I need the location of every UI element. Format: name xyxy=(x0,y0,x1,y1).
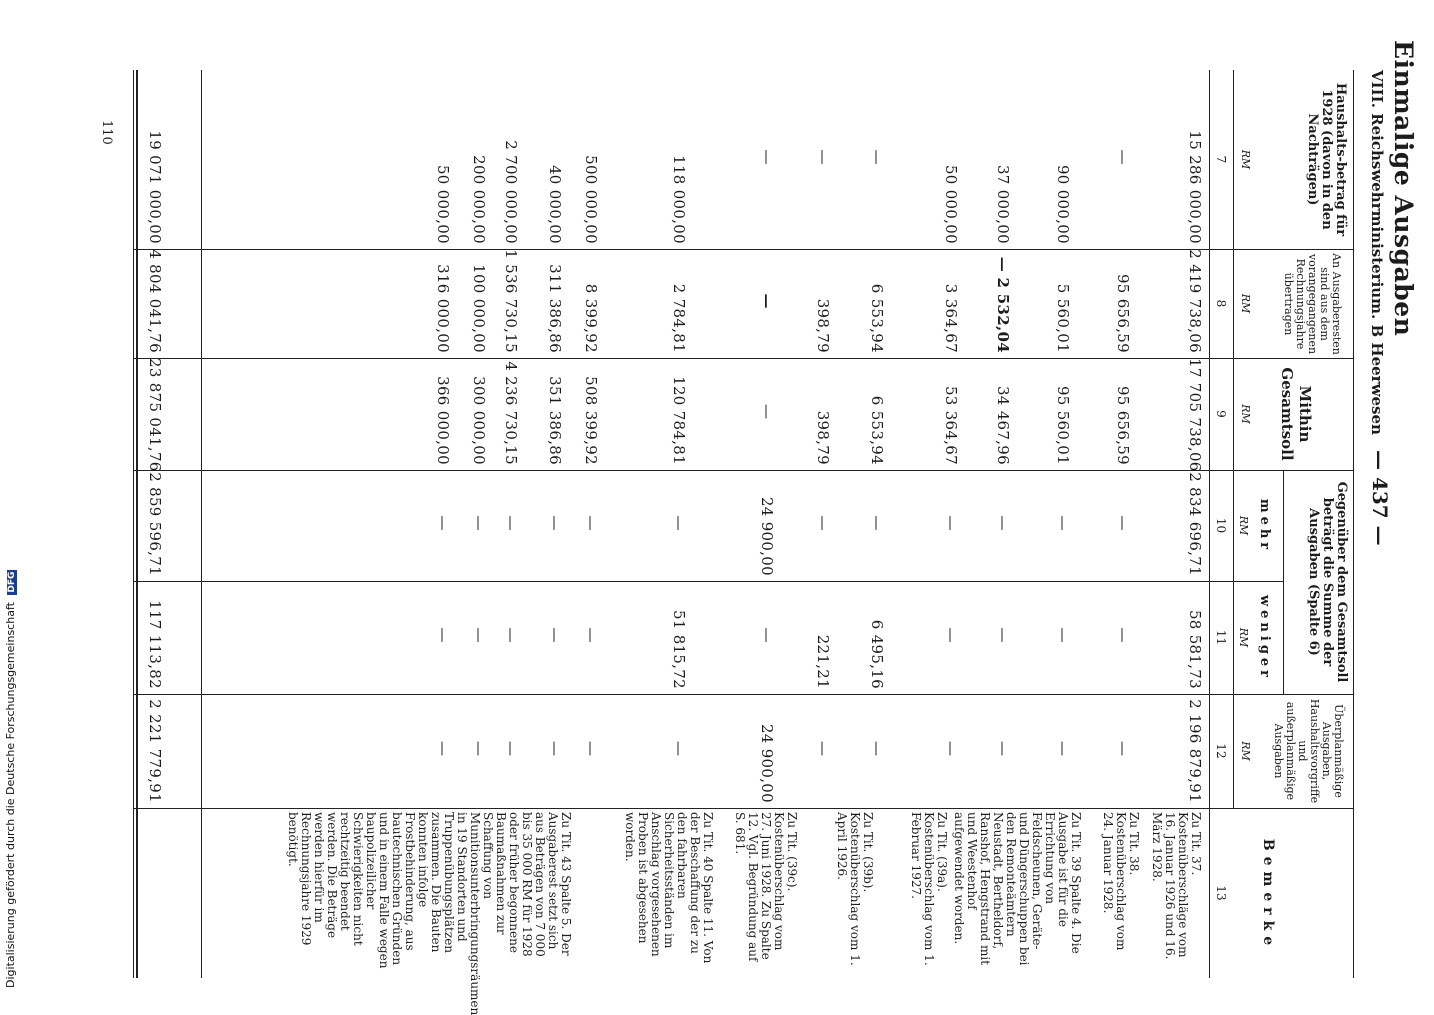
cell-c10: — xyxy=(670,515,688,531)
cell-c9: 508 399,92 xyxy=(582,376,600,465)
note-tit-38: Zu Tit. 38. Kostenüberschlag vom 24. Januar 1928. xyxy=(1101,812,1141,951)
cell-c10: — xyxy=(814,515,832,531)
note-tit-37: Zu Tit. 37. Kostenüberschläge vom 16. Januar 1926 und 16. März 1928. xyxy=(1150,812,1203,960)
cell-c10: — xyxy=(470,515,488,531)
col-num-10: 10 xyxy=(1214,517,1228,534)
cell-c9: 120 784,81 xyxy=(670,376,688,465)
note-tit-43: Zu Tit. 43 Spalte 5. Der Ausgaberest setzt sich aus Beträgen von 7 000 bis 35 000 RM für 1928 oder früher begonnene Baumaßnahmen zur Schaffung von Munitionsunterbringungsräumen in 19 Standorten und Truppenübungsplätzen zusammen. Die Bauten konnten infolge Frostbehinderung, aus bautechnischen Gründen und in einem Falle wegen baupolizeilicher Schwierigkeiten nicht rechtzeitig beendet werden. Die Beträge werden hierfür im Rechnungsjahre 1929 benötigt. xyxy=(286,812,573,1015)
cell-c7: 90 000,00 xyxy=(1054,164,1072,244)
cell-c8: 3 364,67 xyxy=(942,283,960,353)
col-header-11: weniger xyxy=(1257,594,1272,682)
cell-c12: 2 196 879,91 xyxy=(1186,699,1204,803)
total-c7: 19 071 000,00 xyxy=(146,130,164,244)
cell-c9: 17 705 738,06 xyxy=(1186,358,1204,472)
cell-c9: 300 000,00 xyxy=(470,376,488,465)
cell-c12: — xyxy=(1054,741,1072,756)
cell-c10: — xyxy=(994,515,1012,531)
cell-c8: 316 000,00 xyxy=(434,264,452,353)
sponsor-text: Digitalisierung gefördert durch die Deutsche Forschungsgemeinschaft xyxy=(4,602,17,988)
cell-c11: — xyxy=(434,627,452,643)
cell-c12: — xyxy=(502,741,520,756)
cell-c7: 200 000,00 xyxy=(470,155,488,244)
cell-c9: 53 364,67 xyxy=(942,385,960,465)
cell-c8: 100 000,00 xyxy=(470,264,488,353)
cell-c11: — xyxy=(758,627,776,643)
cell-c8: 95 656,59 xyxy=(1114,273,1132,353)
cell-c12: — xyxy=(868,741,886,756)
total-c11: 117 113,82 xyxy=(146,600,164,689)
col-unit-7: RM xyxy=(1239,149,1252,170)
col-num-11: 11 xyxy=(1214,629,1228,646)
cell-c9: 95 656,59 xyxy=(1114,385,1132,465)
col-num-13: 13 xyxy=(1214,885,1228,901)
col-unit-8: RM xyxy=(1239,293,1252,314)
cell-c7: — xyxy=(814,149,832,165)
cell-c7: 118 000,00 xyxy=(670,155,688,244)
cell-c11: — xyxy=(470,627,488,643)
cell-c12: — xyxy=(470,741,488,756)
cell-c7: 15 286 000,00 xyxy=(1186,130,1204,244)
cell-c12: — xyxy=(1114,741,1132,756)
cell-c8: 6 553,94 xyxy=(868,283,886,353)
cell-c11: 58 581,73 xyxy=(1186,609,1204,689)
cell-c10: — xyxy=(1114,515,1132,531)
cell-c12: — xyxy=(814,741,832,756)
cell-c10: — xyxy=(942,515,960,531)
total-c10: 2 859 596,71 xyxy=(146,472,164,576)
cell-c11: — xyxy=(942,627,960,643)
cell-c8: 8 399,92 xyxy=(582,283,600,353)
cell-c9: 95 560,01 xyxy=(1054,385,1072,465)
cell-c11: 6 495,16 xyxy=(868,619,886,689)
cell-c12: — xyxy=(942,741,960,756)
cell-c10: — xyxy=(1054,515,1072,531)
cell-c8: 2 784,81 xyxy=(670,283,688,353)
cell-c11: — xyxy=(582,627,600,643)
col-unit-12: RM xyxy=(1239,741,1252,761)
col-unit-10: RM xyxy=(1237,515,1250,536)
dfg-logo: DFG xyxy=(7,571,17,593)
cell-c9: 4 236 730,15 xyxy=(502,361,520,465)
cell-c10: — xyxy=(502,515,520,531)
col-unit-11: RM xyxy=(1237,627,1250,648)
col-unit-9: RM xyxy=(1239,404,1252,424)
cell-c7: — xyxy=(758,149,776,165)
col-num-9: 9 xyxy=(1214,410,1228,418)
cell-c11: — xyxy=(1054,627,1072,643)
cell-c8: 311 386,86 xyxy=(546,264,564,353)
cell-c7: — xyxy=(1114,149,1132,165)
cell-c11: — xyxy=(502,627,520,643)
col-num-8: 8 xyxy=(1214,299,1228,308)
chapter-title: VIII. Reichswehrministerium. B Heerwesen xyxy=(1368,70,1386,435)
sponsor-note xyxy=(4,570,17,988)
cell-c11: 51 815,72 xyxy=(670,609,688,689)
cell-c8: 5 560,01 xyxy=(1054,283,1072,353)
page-number: — 437 — xyxy=(1368,450,1392,546)
note-tit-40: Zu Tit. 40 Spalte 11. Von der Beschaffung der zu den fahrbaren Sicherheitsständen im Anschlag vorgesehenen Proben ist abgesehen worden. xyxy=(623,812,715,964)
cell-c7: — xyxy=(868,149,886,165)
cell-c8: 1 536 730,15 xyxy=(502,249,520,353)
cell-c9: 34 467,96 xyxy=(994,385,1012,465)
cell-c11: 221,21 xyxy=(814,634,832,689)
col-header-7: Haushalts-betrag für 1928 (davon in den Nachträgen) xyxy=(1305,82,1348,237)
cell-c7: 37 000,00 xyxy=(994,164,1012,244)
cell-c12: — xyxy=(670,741,688,756)
cell-c9: — xyxy=(758,404,776,419)
col-header-8: An Ausgaberesten sind aus dem vorangegangenen Rechnungsjahre übertragen xyxy=(1282,253,1343,355)
cell-c7: 50 000,00 xyxy=(942,164,960,244)
cell-c10: — xyxy=(434,515,452,531)
col-num-7: 7 xyxy=(1214,155,1228,164)
col-header-9: Mithin Gesamtsoll xyxy=(1278,367,1314,461)
cell-c12: — xyxy=(994,741,1012,756)
note-tit-39b: Zu Tit. (39b). Kostenüberschlag vom 1. April 1926. xyxy=(835,812,875,966)
cell-c7: 40 000,00 xyxy=(546,164,564,244)
cell-c8: 398,79 xyxy=(814,298,832,353)
cell-c10: — xyxy=(546,515,564,531)
cell-c12: — xyxy=(546,741,564,756)
total-c8: 4 804 041,76 xyxy=(146,249,164,353)
cell-c8: 2 419 738,06 xyxy=(1186,249,1204,353)
col-header-10: mehr xyxy=(1257,498,1272,554)
col-header-13: Bemerke xyxy=(1260,838,1276,952)
cell-c10: — xyxy=(868,515,886,531)
cell-c11: — xyxy=(994,627,1012,643)
cell-c12: — xyxy=(582,741,600,756)
cell-c9: 366 000,00 xyxy=(434,376,452,465)
note-tit-39a: Zu Tit. (39a). Kostenüberschlag vom 1. Februar 1927. xyxy=(909,812,949,966)
cell-c7: 2 700 000,00 xyxy=(502,140,520,244)
cell-c8: — xyxy=(758,293,776,309)
cell-c8: — 2 532,04 xyxy=(994,256,1012,353)
cell-c9: 398,79 xyxy=(814,410,832,465)
cell-c9: 351 386,86 xyxy=(546,376,564,465)
group-header: Gegenüber dem Gesamtsoll beträgt die Summe der Ausgaben (Spalte 6) xyxy=(1306,481,1349,683)
cell-c7: 500 000,00 xyxy=(582,155,600,244)
cell-c10: — xyxy=(582,515,600,531)
col-header-12: Überplanmäßige Ausgaben, Haushaltsvorgriffe und außerplanmäßige Ausgaben xyxy=(1272,698,1345,804)
cell-c10: 2 834 696,71 xyxy=(1186,472,1204,576)
col-num-12: 12 xyxy=(1214,743,1228,759)
cell-c11: — xyxy=(1114,627,1132,643)
cell-c12: — xyxy=(434,741,452,756)
section-title: Einmalige Ausgaben xyxy=(1389,40,1418,337)
cell-c10: 24 900,00 xyxy=(758,496,776,576)
cell-c12: 24 900,00 xyxy=(758,723,776,803)
total-c12: 2 221 779,91 xyxy=(146,699,164,803)
total-c9: 23 875 041,76 xyxy=(146,358,164,472)
footer-page-number: 110 xyxy=(99,120,114,145)
cell-c9: 6 553,94 xyxy=(868,395,886,465)
cell-c7: 50 000,00 xyxy=(434,164,452,244)
cell-c11: — xyxy=(546,627,564,643)
note-tit-39c: Zu Tit. (39c). Kostenüberschlag vom 27. Juni 1928. Zu Spalte 12. Vgl. Begründung auf S. 681. xyxy=(733,812,799,962)
note-tit-39: Zu Tit. 39 Spalte 4. Die Ausgabe ist für die Errichtung von Feldscheunen, Geräte- und Düngerschuppen bei den Remonteämtern Neustadt, Bertheldorf, Ranshof, Hengstrand mit und Weestenhof aufgewendet worden. xyxy=(952,812,1083,966)
